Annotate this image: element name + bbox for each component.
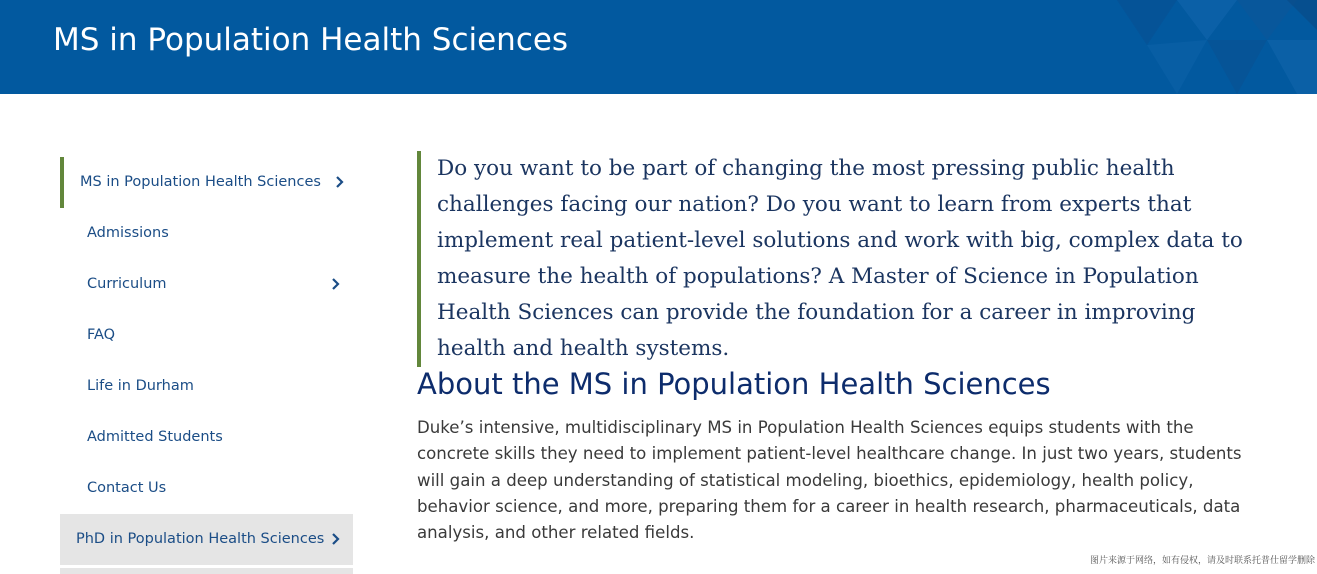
sidebar-item-contact-us[interactable] xyxy=(60,463,353,514)
sidebar-item-faq[interactable] xyxy=(60,310,353,361)
sidebar-item-label: Contact Us xyxy=(87,463,166,514)
sidebar-item-admitted-students[interactable] xyxy=(60,412,353,463)
sidebar-item-label: FAQ xyxy=(87,310,115,361)
sidebar-item-phd-population-health[interactable] xyxy=(60,514,353,565)
sidebar-item-label: MS in Population Health Sciences xyxy=(80,157,321,208)
chevron-right-icon[interactable] xyxy=(328,276,344,292)
chevron-right-icon xyxy=(328,531,344,547)
sidebar-item-life-in-durham[interactable] xyxy=(60,361,353,412)
sidebar-item-label: Admitted Students xyxy=(87,412,223,463)
sidebar-item-curriculum[interactable] xyxy=(60,259,353,310)
sidebar-item-label: Admissions xyxy=(87,208,169,259)
section-heading: About the MS in Population Health Sciences xyxy=(417,363,1051,405)
header-geometric-pattern xyxy=(1057,0,1317,94)
sidebar-item-ms-population-health[interactable] xyxy=(60,157,353,208)
body-paragraph: Duke’s intensive, multidisciplinary MS in Population Health Sciences equips students with the concrete skills they need to implement patient-level healthcare change. In just two years, students will gain a deep understanding of statistical modeling, bioethics, epidemiology, health policy, behavior science, and more, preparing them for a career in health research, pharmaceuticals, data analysis, and other related fields. xyxy=(417,415,1257,546)
sidebar-item-label: PhD in Population Health Sciences xyxy=(76,514,324,565)
sidebar-item-admissions[interactable] xyxy=(60,208,353,259)
watermark-text: 图片来源于网络，如有侵权，请及时联系托普仕留学删除 xyxy=(1090,553,1315,566)
intro-quote: Do you want to be part of changing the most pressing public health challenges facing our nation? Do you want to learn from experts that implement real patient-level solutions and work with big, complex data to measure the health of populations? A Master of Science in Population Health Sciences can provide the foundation for a career in improving health and health systems. xyxy=(417,151,1257,367)
sidebar-nav xyxy=(60,157,353,574)
page-title: MS in Population Health Sciences xyxy=(53,19,568,61)
page-header xyxy=(0,0,1317,94)
sidebar-item-label: Life in Durham xyxy=(87,361,194,412)
chevron-right-icon xyxy=(332,174,348,190)
sidebar-item-next-partial[interactable] xyxy=(60,568,353,574)
sidebar-item-label: Curriculum xyxy=(87,259,167,310)
